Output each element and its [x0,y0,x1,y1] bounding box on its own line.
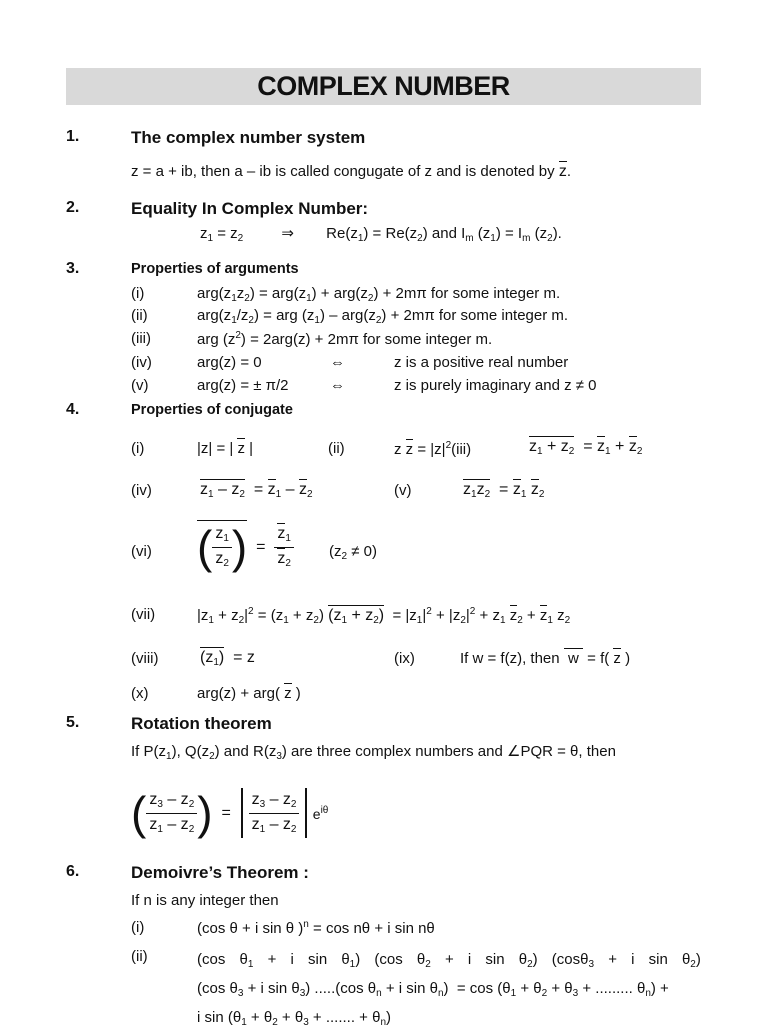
demoivre-product [197,948,701,1035]
eq-sub: 2 [547,233,553,244]
section-number: 3. [66,260,80,277]
product-line-1: (cos $\theta_1$ + i sin $\theta_1$) (cos $\theta_2$ + i sin $\theta_2$) (cosθ$_3$ + i sin $\theta_2$) [197,951,701,970]
eq-part: z [200,225,208,242]
list-item-text: $arg(z_1z_2) = arg(z_1) + arg(z_2) + 2m\pi$ for some integer m. [197,285,561,304]
page-title: COMPLEX NUMBER [257,71,510,101]
formula-vi: ( $\frac{z_1}{z_2}$ ) = $\frac{z_1}{z_2}$ [197,520,294,574]
list-item-label: (ii) [131,948,148,965]
section-number: 2. [66,199,80,216]
period: . [566,163,571,180]
list-item-result: z is a positive real number [394,354,569,371]
list-item-label: (iii) [131,330,151,347]
section-heading: The complex number system [131,128,366,147]
list-item-label: (i) [131,440,145,457]
list-item-label: (iv) [131,354,152,371]
eq-part: ) [422,225,428,242]
list-item-label: (x) [131,685,149,702]
eq-part: = z [213,225,238,242]
formula-vii: $|z_1 + z_2|^2 = (z_1 + z_2) (z_1 + z_2) = |z_1|^2 + |z_2|^2 + z_1$ $z_2 + z_1$ $z_2$ [197,606,571,626]
list-item-label: (ix) [394,650,415,667]
ix-text: If w = f(z), then [460,650,560,667]
eq-part: Re(z [326,225,358,242]
rotation-text: If $P(z_1)$, $Q(z_2)$ and $R(z_3)$ are three complex numbers and ∠PQR = θ, then [131,743,616,762]
iff-arrow: ⇔ [330,377,345,394]
rotation-formula: ( $\frac{z_3 - z_2}{z_1 - z_2}$ ) = $\frac{z_3 - z_2}{z_1 - z_2}$ $e^{i\theta}$ [131,787,329,839]
list-item-label: (ii) [131,307,148,324]
eq-part: (z [473,225,491,242]
section-heading: Demoivre’s Theorem : [131,863,309,882]
definition-text: z = a + ib, then a – ib is called congugate of z and is denoted by [131,163,555,180]
section-number: 5. [66,714,80,731]
section-heading: Properties of conjugate [131,402,293,418]
eq-sub: m [522,233,531,244]
eq-part: ) = I [495,225,523,242]
demoivre-formula: (cos θ + i sin θ )$^n$ = cos nθ + i sin nθ [197,919,435,937]
iff-arrow: ⇔ [330,354,345,371]
list-item-label: (viii) [131,650,159,667]
equality-equation [200,225,562,245]
formula: $z_1 + z_2 = z_1 + z_2$ [529,438,643,457]
x-text: arg(z) + arg( [197,685,280,702]
list-item-result: z is purely imaginary and z ≠ 0 [394,377,597,394]
list-item-label: (vii) [131,606,156,623]
formula: $z_1 - z_2 = z_1 - z_2$ [200,481,313,500]
eq-and: and [431,225,457,242]
section-text [131,163,571,181]
section-number: 1. [66,128,80,145]
section-heading: Equality In Complex Number: [131,199,369,218]
eq-sub: 1 [357,233,364,244]
eq-sub: 2 [417,233,423,244]
eq-sub: 1 [207,233,214,244]
list-item-label: (i) [131,919,145,936]
list-item-label: (iv) [131,482,152,499]
formula: |z| = | z | [197,440,254,457]
list-item-text: arg(z) = ± π/2 [197,377,289,394]
list-item-text: arg(z) = 0 [197,354,262,371]
list-item-label: (i) [131,285,145,302]
list-item-label: (v) [394,482,412,499]
list-item-label: (vi) [131,543,152,560]
x-end: ) [295,685,301,702]
formula-rhs: = z [233,649,255,666]
eq-sub: 1 [490,233,496,244]
section-text: If n is any integer then [131,892,279,909]
list-item-label: (v) [131,377,149,394]
list-item-label: (ii) [328,440,345,457]
eq-part: I [461,225,466,242]
eq-part: (z [530,225,548,242]
implies-arrow: ⇒ [281,225,294,242]
section-heading: Rotation theorem [131,714,272,733]
section-number: 6. [66,863,80,880]
product-line-2: (cos $\theta_3 + i$ $\sin \theta_3$) .....(cos $\theta_n + i$ $\sin \theta_n) = \cos (\theta_1 + \theta_2 + \theta_3$ + ......... $\theta_n$) + [197,980,669,999]
eq-sub: 2 [237,233,244,244]
eq-part: ) = Re(z [363,225,418,242]
section-heading: Properties of arguments [131,261,299,277]
formula-ix: If w = f(z), then w = f( z ) [460,650,631,667]
formula-viii: $(z_1) = z$ [200,649,255,668]
list-item-text: arg $(z^2) = 2arg(z) + 2m\pi$ for some integer m. [197,330,493,348]
title-bar [66,68,701,105]
section-number: 4. [66,401,80,418]
formula: z $z = |z|^2(iii)$ [394,440,472,458]
list-item-text: $arg(z_1/z_2)$ = arg $(z_1) - arg(z_2) + 2m\pi$ for some integer m. [197,307,569,326]
eq-part: ). [552,225,562,242]
eq-sub: m [465,233,474,244]
condition: $(z_2 \ne 0)$ [329,543,377,562]
formula: $z_1z_2 = z_1$ $z_2$ [463,481,545,500]
formula-x: arg(z) + arg( z ) [197,685,301,702]
z-bar-symbol: z [558,163,567,180]
product-line-3: i $\sin (\theta_1 + \theta_2 + \theta_3$ + ....... + $\theta_n$) [197,1009,392,1028]
